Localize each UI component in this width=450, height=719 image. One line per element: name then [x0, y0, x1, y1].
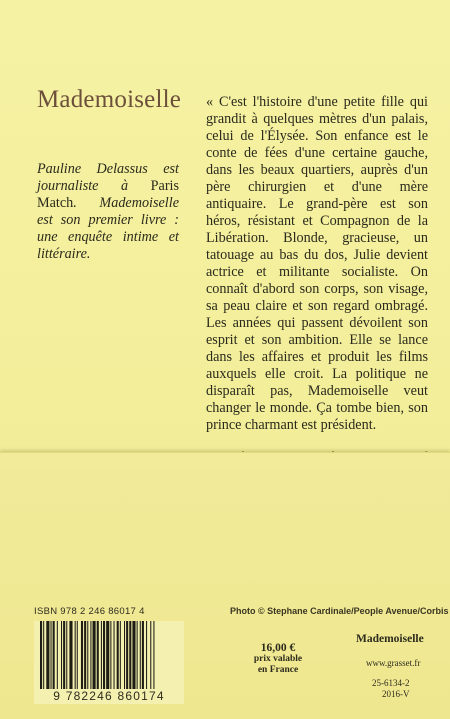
- barcode-bar: [142, 621, 144, 691]
- bio-author-name: Pauline Delassus: [37, 161, 148, 177]
- barcode-bar: [77, 621, 78, 691]
- bio-text-2: . Mademoiselle: [73, 195, 179, 211]
- barcode-bar: [63, 621, 65, 691]
- photo-credit: Photo © Stephane Cardinale/People Avenue/Corbis: [230, 606, 449, 616]
- barcode-bar: [137, 621, 138, 691]
- barcode-bar: [66, 621, 67, 691]
- barcode-bar: [110, 621, 111, 691]
- barcode-bar: [40, 621, 42, 691]
- barcode-bar: [61, 621, 62, 691]
- barcode-bar: [153, 621, 154, 691]
- barcode-bar: [43, 621, 44, 691]
- barcode-bar: [132, 621, 135, 691]
- publisher-book-title: Mademoiselle: [356, 633, 424, 645]
- price-note-1: prix valable: [253, 654, 303, 664]
- barcode-bars: [34, 621, 184, 691]
- isbn-label: ISBN 978 2 246 86017 4: [34, 606, 145, 617]
- barcode-bar: [87, 621, 88, 691]
- barcode-bar: [57, 621, 58, 691]
- blurb-paragraph-1: « C'est l'histoire d'une petite fille qui grandit à quelques mètres d'un palais, celui de l'Élysée. Son enfance est le conte de fées d'une certaine gauche, dans les beaux quartiers, auprès d'un père chirurgien et d'une mère antiquaire. Le grand-père est son héros, résistant et Compagnon de la Libération. Blonde, gracieuse, un tatouage au bas du dos, Julie devient actrice et militante socialiste. On connaît d'abord son corps, son visage, sa peau claire et son regard ombragé. Les années qui passent dévoilent son esprit et son ambition. Elle se lance dans les affaires et produit les films auxquels elle croit. La politique ne disparaît pas, Mademoiselle veut changer le monde. Ça tombe bien, son prince charmant est président.: [206, 94, 428, 433]
- barcode-bar: [75, 621, 76, 691]
- barcode-bar: [150, 621, 151, 691]
- bio-magazine: Paris Match: [37, 178, 179, 211]
- author-bio: [37, 161, 179, 263]
- barcode-digits: 9 782246 860174: [34, 689, 184, 703]
- publisher-code-2: 2016-V: [382, 689, 410, 699]
- barcode-bar: [101, 621, 102, 691]
- barcode-bar: [117, 621, 119, 691]
- barcode-bar: [84, 621, 86, 691]
- barcode-bar: [126, 621, 128, 691]
- barcode-bar: [146, 621, 147, 691]
- price-block: [238, 643, 318, 676]
- publisher-code-1: 25-6134-2: [372, 678, 410, 688]
- bio-text-1: est journaliste à: [37, 161, 179, 194]
- barcode-bar: [53, 621, 55, 691]
- barcode-bar: [97, 621, 99, 691]
- bio-text-3: est son premier livre : une enquête intime et littéraire.: [37, 212, 179, 262]
- barcode-bar: [106, 621, 109, 691]
- barcode-bar: [69, 621, 72, 691]
- barcode-bar: [51, 621, 52, 691]
- barcode-bar: [90, 621, 91, 691]
- barcode-bar: [46, 621, 49, 691]
- barcode-bar: [140, 621, 141, 691]
- book-title: Mademoiselle: [37, 86, 182, 113]
- barcode-bar: [120, 621, 121, 691]
- price-note-2: en France: [257, 665, 299, 675]
- barcode-bar: [124, 621, 125, 691]
- barcode-bar: [103, 621, 105, 691]
- publisher-url: www.grasset.fr: [366, 658, 421, 668]
- barcode-bar: [114, 621, 115, 691]
- barcode-bar: [81, 621, 83, 691]
- publisher-code: [372, 678, 410, 700]
- price-amount: 16,00 €: [260, 642, 296, 654]
- barcode-bar: [129, 621, 131, 691]
- barcode-bar: [93, 621, 96, 691]
